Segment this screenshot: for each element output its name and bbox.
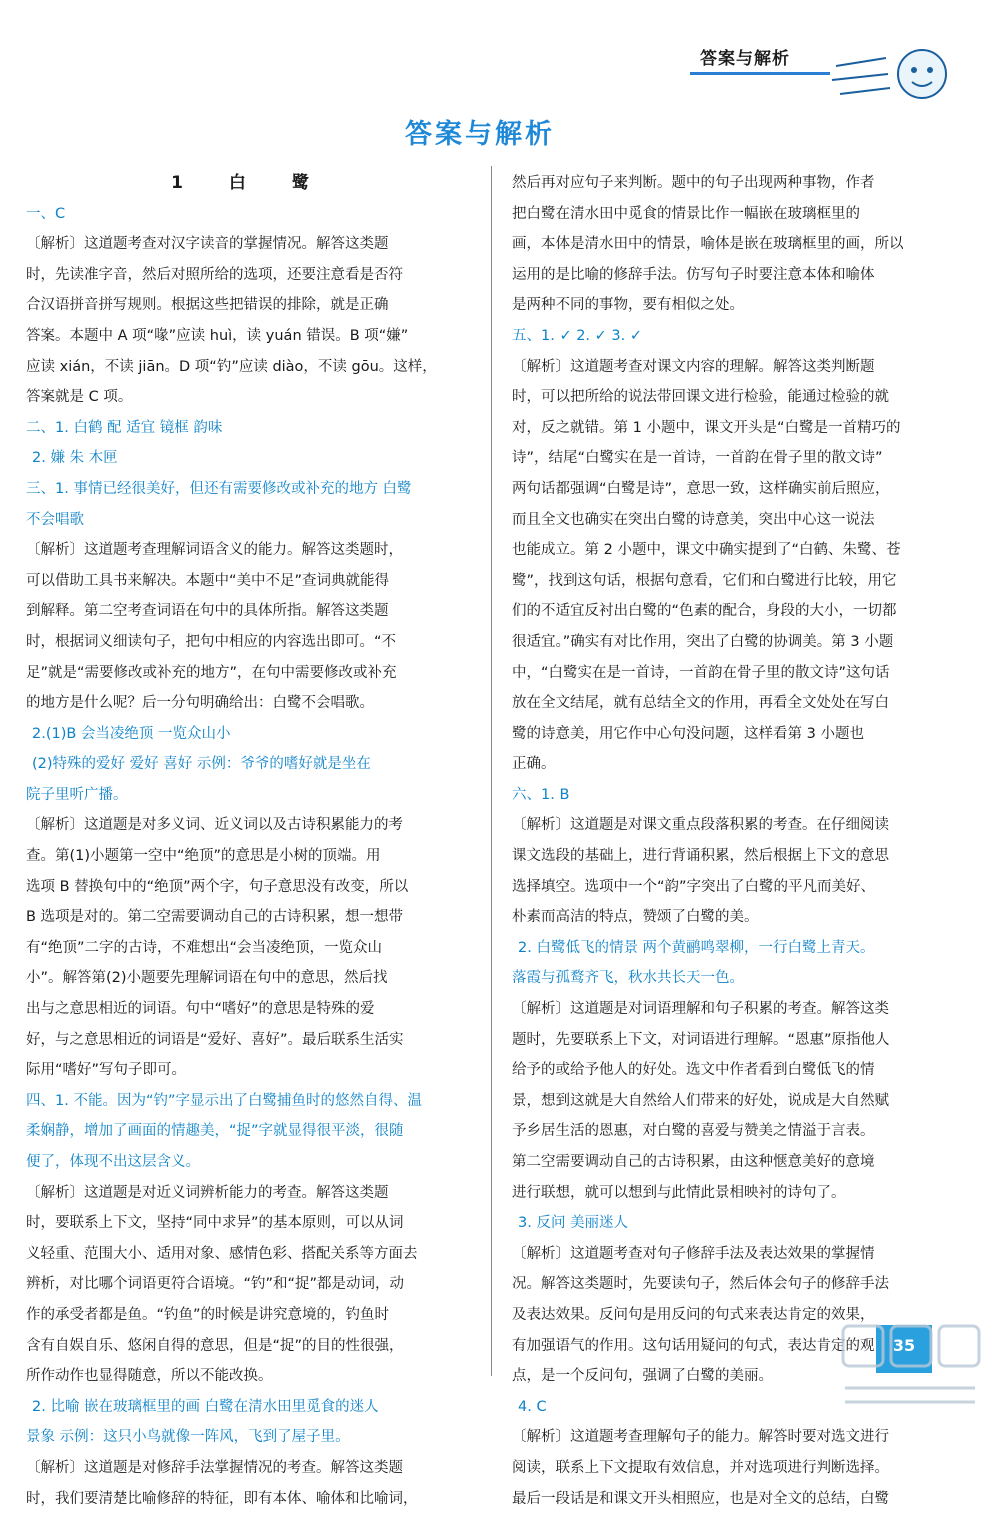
text-line: 3. 反问 美丽迷人 [518,1215,629,1232]
text-line: 景象 示例：这只小鸟就像一阵风，飞到了屋子里。 [26,1429,350,1446]
text-line: 四、1. 不能。因为“钓”字显示出了白鹭捕鱼时的悠然自得、温 [26,1092,422,1109]
text-line: 阅读，联系上下文提取有效信息，并对选项进行判断选择。 [512,1459,889,1476]
text-line: 义轻重、范围大小、适用对象、感情色彩、搭配关系等方面去 [26,1245,418,1262]
text-line: 2.(1)B 会当凌绝顶 一览众山小 [32,725,231,742]
text-line: 含有自娱自乐、悠闲自得的意思，但是“捉”的目的性很强， [26,1337,404,1354]
text-line: 所作动作也显得随意，所以不能改换。 [26,1368,273,1385]
text-line: 然后再对应句子来判断。题中的句子出现两种事物，作者 [512,175,875,191]
text-line: 〔解析〕这道题是对多义词、近义词以及古诗积累能力的考 [26,817,403,834]
header-rule [690,72,830,75]
text-line: 小”。解答第(2)小题要先理解词语在句中的意思，然后找 [26,970,388,987]
text-line: 〔解析〕这道题是对近义词辨析能力的考查。解答这类题 [26,1184,389,1201]
text-line: 〔解析〕这道题是对修辞手法掌握情况的考查。解答这类题 [26,1459,403,1476]
watermark-icon [835,1318,985,1410]
text-line: 作的承受者都是鱼。“钓鱼”的时候是讲究意境的，钓鱼时 [26,1306,390,1323]
text-line: 很适宜。”确实有对比作用，突出了白鹭的协调美。第 3 小题 [512,633,894,650]
text-line: 〔解析〕这道题考查对汉字读音的掌握情况。解答这类题 [26,236,389,253]
text-line: 〔解析〕这道题考查对课文内容的理解。解答这类判断题 [512,358,875,375]
text-line: 三、1. 事情已经很美好，但还有需要修改或补充的地方 白鹭 [26,480,412,497]
text-line: 予乡居生活的恩惠，对白鹭的喜爱与赞美之情溢于言表。 [512,1123,875,1140]
text-line: 有“绝顶”二字的古诗，不难想出“会当凌绝顶，一览众山 [26,939,383,956]
text-line: 查。第(1)小题第一空中“绝顶”的意思是小树的顶端。用 [26,848,381,865]
text-line: 而且全文也确实在突出白鹭的诗意美，突出中心这一说法 [512,511,875,528]
text-line: 最后一段话是和课文开头相照应，也是对全文的总结，白鹭 [512,1490,889,1507]
text-line: 把白鹭在清水田中觅食的情景比作一幅嵌在玻璃框里的 [512,205,860,222]
text-line: 景，想到这就是大自然给人们带来的好处，说成是大自然赋 [512,1092,889,1109]
text-line: 点，是一个反问句，强调了白鹭的美丽。 [512,1368,773,1385]
text-line: 答案。本题中 A 项“喙”应读 huì，读 yuán 错误。B 项“嫌” [26,327,409,344]
text-line: 落霞与孤鹜齐飞，秋水共长天一色。 [512,970,744,987]
text-line: 合汉语拼音拼写规则。根据这些把错误的排除，就是正确 [26,297,389,314]
text-line: 及表达效果。反问句是用反问的句式来表达肯定的效果， [512,1306,875,1323]
text-line: 给予的或给予他人的好处。选文中作者看到白鹭低飞的情 [512,1062,875,1079]
text-line: 鹭的诗意美，用它作中心句没问题，这样看第 3 小题也 [512,725,864,742]
text-line: 〔解析〕这道题考查对句子修辞手法及表达效果的掌握情 [512,1245,875,1262]
text-line: 题时，先要联系上下文，对词语进行理解。“恩惠”原指他人 [512,1031,890,1048]
text-line: 对，反之就错。第 1 小题中，课文开头是“白鹭是一首精巧的 [512,419,901,436]
text-line: 不会唱歌 [26,511,84,528]
text-line: 际用“嗜好”写句子即可。 [26,1062,187,1079]
text-line: 画，本体是清水田中的情景，喻体是嵌在玻璃框里的画，所以 [512,236,904,253]
text-line: 2. 白鹭低飞的情景 两个黄鹂鸣翠柳，一行白鹭上青天。 [518,939,875,956]
text-line: B 选项是对的。第二空需要调动自己的古诗积累，想一想带 [26,909,404,926]
text-line: 课文选段的基础上，进行背诵积累，然后根据上下文的意思 [512,848,889,865]
text-line: 五、1. ✓ 2. ✓ 3. ✓ [512,327,642,344]
text-line: 柔娴静，增加了画面的情趣美，“捉”字就显得很平淡，很随 [26,1123,404,1140]
text-line: 辨析，对比哪个词语更符合语境。“钓”和“捉”都是动词，动 [26,1276,405,1293]
text-line: 诗”，结尾“白鹭实在是一首诗，一首韵在骨子里的散文诗” [512,450,883,467]
text-line: 进行联想，就可以想到与此情此景相映衬的诗句了。 [512,1184,846,1201]
text-line: 应读 xián，不读 jiān。D 项“钓”应读 diào，不读 gōu。这样， [26,358,437,375]
right-column [512,168,950,1514]
text-line: 足”就是“需要修改或补充的地方”，在句中需要修改或补充 [26,664,397,681]
text-line: 放在全文结尾，就有总结全文的作用，再看全文处处在写白 [512,695,889,712]
text-line: 1 白 鹭 [171,173,329,193]
text-line: (2)特殊的爱好 爱好 喜好 示例：爷爷的嗜好就是坐在 [32,756,371,773]
text-line: 〔解析〕这道题考查理解句子的能力。解答时要对选文进行 [512,1429,889,1446]
text-line: 〔解析〕这道题是对词语理解和句子积累的考查。解答这类 [512,1001,889,1018]
header-label: 答案与解析 [700,49,790,69]
text-line: 第二空需要调动自己的古诗积累，由这种惬意美好的意境 [512,1154,875,1170]
text-line: 4. C [518,1398,547,1415]
text-line: 时，要联系上下文，坚持“同中求异”的基本原则，可以从词 [26,1215,404,1232]
text-line: 一、C [26,205,66,222]
text-line: 可以借助工具书来解决。本题中“美中不足”查词典就能得 [26,572,390,589]
text-line: 好，与之意思相近的词语是“爱好、喜好”。最后联系生活实 [26,1031,404,1048]
text-line: 正确。 [512,756,556,773]
text-line: 答案就是 C 项。 [26,389,133,406]
text-line: 出与之意思相近的词语。句中“嗜好”的意思是特殊的爱 [26,1001,375,1018]
text-line: 二、1. 白鹤 配 适宜 镜框 韵味 [26,419,223,436]
text-line: 的地方是什么呢？后一分句明确给出：白鹭不会唱歌。 [26,695,374,712]
text-line: 到解释。第二空考查词语在句中的具体所指。解答这类题 [26,603,389,620]
text-line: 有加强语气的作用。这句话用疑问的句式，表达肯定的观 [512,1337,875,1354]
text-line: 鹭”，找到这句话，根据句意看，它们和白鹭进行比较，用它 [512,572,897,589]
text-line: 六、1. B [512,786,570,803]
text-line: 中，“白鹭实在是一首诗，一首韵在骨子里的散文诗”这句话 [512,664,890,681]
text-line: 选项 B 替换句中的“绝顶”两个字，句子意思没有改变，所以 [26,878,409,895]
text-line: 选择填空。选项中一个“韵”字突出了白鹭的平凡而美好、 [512,878,876,895]
text-line: 2. 比喻 嵌在玻璃框里的画 白鹭在清水田里觅食的迷人 [32,1398,379,1415]
text-line: 院子里听广播。 [26,786,128,803]
text-line: 〔解析〕这道题考查理解词语含义的能力。解答这类题时， [26,542,403,559]
text-line: 时，根据词义细读句子，把句中相应的内容选出即可。“不 [26,633,397,650]
text-line: 是两种不同的事物，要有相似之处。 [512,297,744,314]
text-line: 时，我们要清楚比喻修辞的特征，即有本体、喻体和比喻词， [26,1490,418,1507]
text-line: 朴素而高洁的特点，赞颂了白鹭的美。 [512,909,759,926]
text-line: 也能成立。第 2 小题中，课文中确实提到了“白鹤、朱鹭、苍 [512,542,901,559]
text-line: 运用的是比喻的修辞手法。仿写句子时要注意本体和喻体 [512,266,875,283]
text-line: 便了，体现不出这层含义。 [26,1154,200,1170]
page-number: 35 [892,1336,916,1355]
text-line: 况。解答这类题时，先要读句子，然后体会句子的修辞手法 [512,1276,889,1293]
text-line: 〔解析〕这道题是对课文重点段落积累的考查。在仔细阅读 [512,817,889,834]
text-line: 时，先读准字音，然后对照所给的选项，还要注意看是否符 [26,266,403,283]
left-column [26,168,474,1514]
text-line: 时，可以把所给的说法带回课文进行检验，能通过检验的就 [512,389,889,406]
page-title: 答案与解析 [405,119,555,150]
cartoon-logo-icon [826,36,956,116]
column-divider [491,166,492,1376]
text-line: 们的不适宜反衬出白鹭的“色素的配合，身段的大小，一切都 [512,603,897,620]
text-line: 2. 嫌 朱 木匣 [32,450,118,467]
text-line: 两句话都强调“白鹭是诗”，意思一致，这样确实前后照应， [512,480,890,497]
